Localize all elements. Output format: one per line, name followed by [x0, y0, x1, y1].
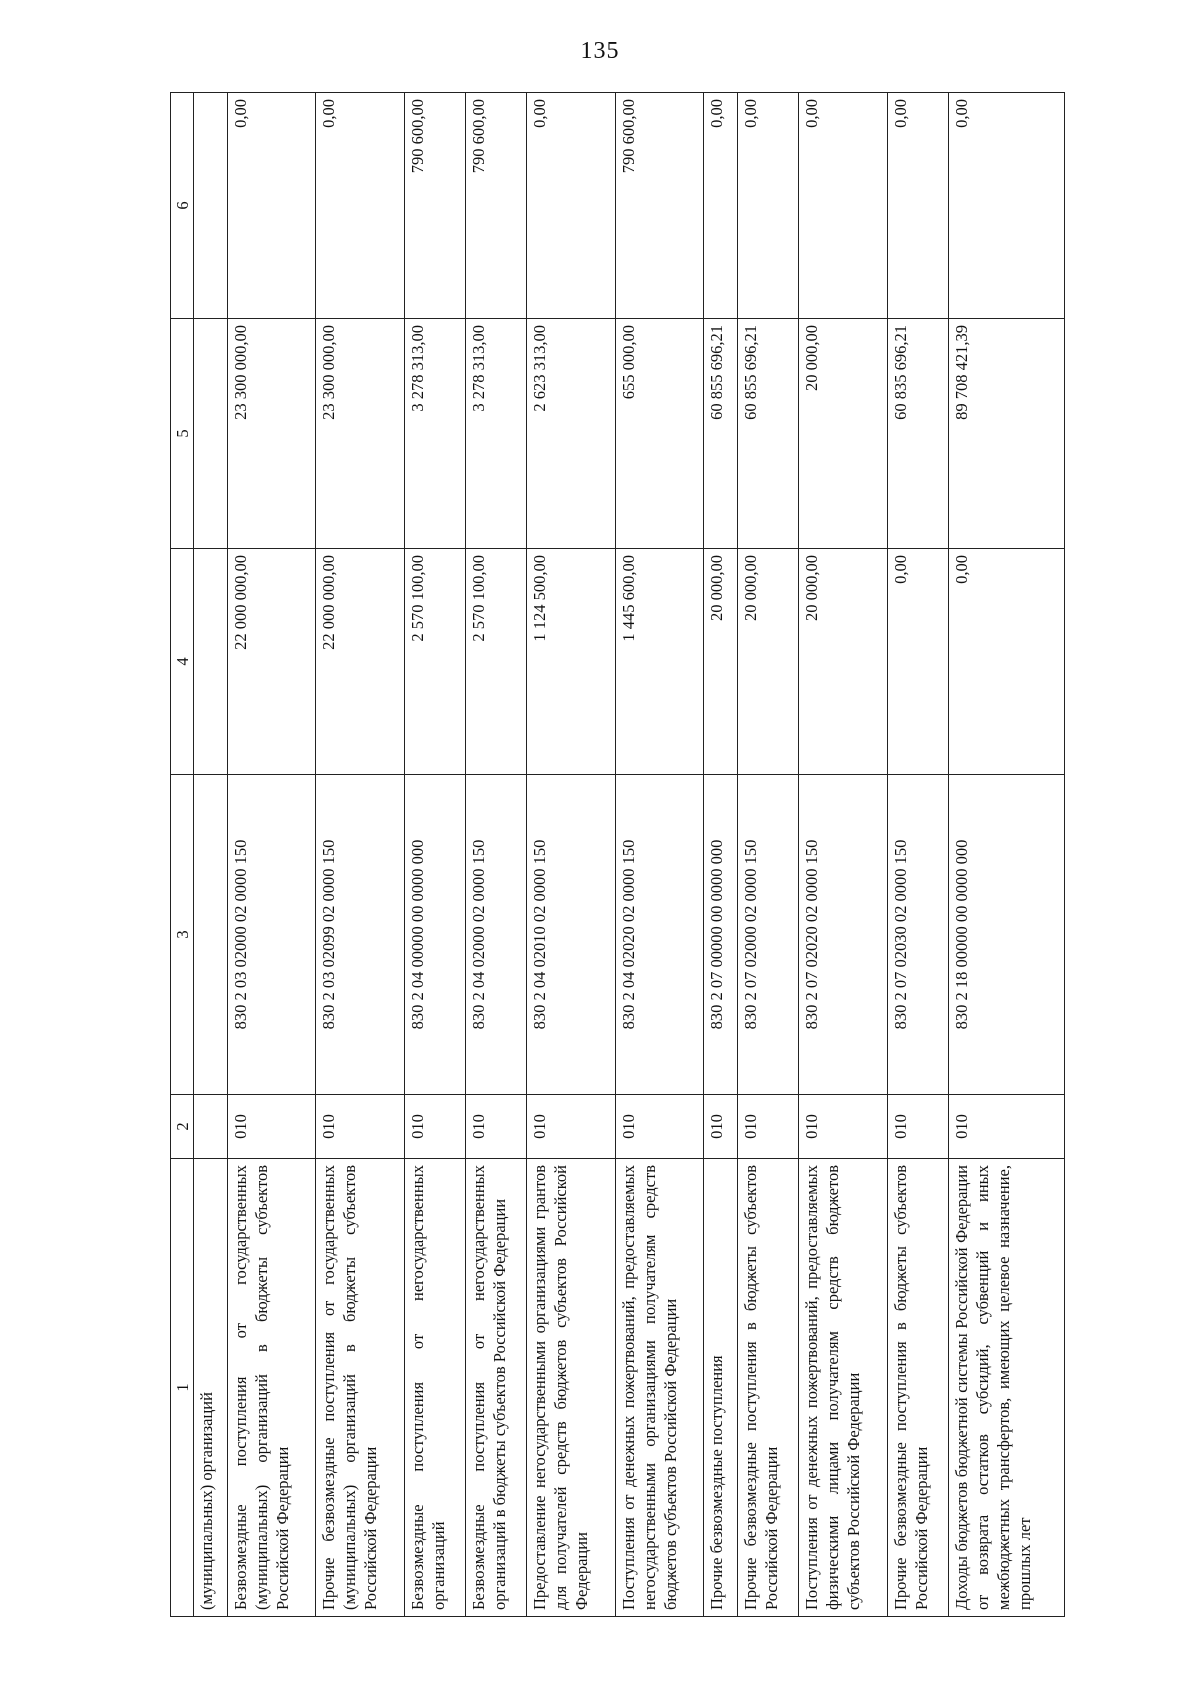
row-code — [194, 1095, 228, 1159]
row-value-5: 60 835 696,21 — [887, 319, 948, 549]
table-header-row — [171, 93, 194, 1617]
row-name: Прочие безвозмездные поступления — [704, 1159, 738, 1617]
row-value-6: 0,00 — [738, 93, 799, 319]
row-name: Безвозмездные поступления от негосударственных организаций — [404, 1159, 465, 1617]
row-value-4: 1 445 600,00 — [615, 549, 704, 775]
table-row — [316, 93, 405, 1617]
row-kbk — [194, 775, 228, 1095]
header-col-3: 3 — [171, 775, 194, 1095]
table-row — [799, 93, 888, 1617]
row-value-4: 20 000,00 — [738, 549, 799, 775]
row-value-6: 0,00 — [316, 93, 405, 319]
row-kbk: 830 2 07 02020 02 0000 150 — [799, 775, 888, 1095]
row-value-5: 23 300 000,00 — [316, 319, 405, 549]
row-value-6: 0,00 — [527, 93, 616, 319]
row-name: Прочие безвозмездные поступления в бюджеты субъектов Российской Федерации — [738, 1159, 799, 1617]
row-kbk: 830 2 07 02000 02 0000 150 — [738, 775, 799, 1095]
row-code: 010 — [799, 1095, 888, 1159]
row-value-4: 0,00 — [949, 549, 1065, 775]
row-value-4: 20 000,00 — [799, 549, 888, 775]
row-kbk: 830 2 07 02030 02 0000 150 — [887, 775, 948, 1095]
row-kbk: 830 2 03 02000 02 0000 150 — [227, 775, 316, 1095]
row-kbk: 830 2 18 00000 00 0000 000 — [949, 775, 1065, 1095]
header-col-5: 5 — [171, 319, 194, 549]
row-code: 010 — [615, 1095, 704, 1159]
row-value-5: 23 300 000,00 — [227, 319, 316, 549]
row-value-5 — [194, 319, 228, 549]
table-row — [887, 93, 948, 1617]
table-row — [615, 93, 704, 1617]
row-value-4 — [194, 549, 228, 775]
row-name: Доходы бюджетов бюджетной системы Российской Федерации от возврата остатков субсидий, субвенций и иных межбюджетных трансфертов, имеющих целевое назначение, прошлых лет — [949, 1159, 1065, 1617]
row-value-6: 0,00 — [227, 93, 316, 319]
revenue-table — [170, 92, 1065, 1617]
header-col-6: 6 — [171, 93, 194, 319]
table-row — [194, 93, 228, 1617]
row-code: 010 — [738, 1095, 799, 1159]
row-name: Поступления от денежных пожертвований, предоставляемых физическими лицами получателям средств бюджетов субъектов Российской Федерации — [799, 1159, 888, 1617]
row-value-5: 20 000,00 — [799, 319, 888, 549]
row-kbk: 830 2 04 00000 00 0000 000 — [404, 775, 465, 1095]
row-value-6: 790 600,00 — [404, 93, 465, 319]
row-value-5: 655 000,00 — [615, 319, 704, 549]
row-name: Прочие безвозмездные поступления от государственных (муниципальных) организаций в бюджеты субъектов Российской Федерации — [316, 1159, 405, 1617]
row-name: Безвозмездные поступления от негосударственных организаций в бюджеты субъектов Российской Федерации — [466, 1159, 527, 1617]
row-kbk: 830 2 03 02099 02 0000 150 — [316, 775, 405, 1095]
row-code: 010 — [227, 1095, 316, 1159]
row-name: (муниципальных) организаций — [194, 1159, 228, 1617]
row-code: 010 — [404, 1095, 465, 1159]
row-value-6: 0,00 — [887, 93, 948, 319]
row-value-4: 1 124 500,00 — [527, 549, 616, 775]
row-kbk: 830 2 07 00000 00 0000 000 — [704, 775, 738, 1095]
row-value-5: 60 855 696,21 — [704, 319, 738, 549]
row-value-5: 3 278 313,00 — [466, 319, 527, 549]
table-row — [466, 93, 527, 1617]
row-value-6 — [194, 93, 228, 319]
row-value-5: 89 708 421,39 — [949, 319, 1065, 549]
row-name: Поступления от денежных пожертвований, предоставляемых негосударственными организациями получателям средств бюджетов субъектов Российской Федерации — [615, 1159, 704, 1617]
header-col-4: 4 — [171, 549, 194, 775]
row-code: 010 — [949, 1095, 1065, 1159]
row-value-4: 20 000,00 — [704, 549, 738, 775]
header-col-1: 1 — [171, 1159, 194, 1617]
row-value-5: 2 623 313,00 — [527, 319, 616, 549]
row-kbk: 830 2 04 02010 02 0000 150 — [527, 775, 616, 1095]
row-name: Прочие безвозмездные поступления в бюджеты субъектов Российской Федерации — [887, 1159, 948, 1617]
row-code: 010 — [704, 1095, 738, 1159]
page-number: 135 — [580, 38, 620, 64]
table-row — [949, 93, 1065, 1617]
row-value-6: 0,00 — [949, 93, 1065, 319]
row-name: Предоставление негосударственными организациями грантов для получателей средств бюджетов субъектов Российской Федерации — [527, 1159, 616, 1617]
row-value-4: 2 570 100,00 — [404, 549, 465, 775]
row-value-6: 0,00 — [799, 93, 888, 319]
row-value-4: 22 000 000,00 — [316, 549, 405, 775]
row-code: 010 — [316, 1095, 405, 1159]
row-code: 010 — [887, 1095, 948, 1159]
table-row — [227, 93, 316, 1617]
row-value-6: 790 600,00 — [615, 93, 704, 319]
table-row — [738, 93, 799, 1617]
row-value-5: 3 278 313,00 — [404, 319, 465, 549]
row-value-4: 2 570 100,00 — [466, 549, 527, 775]
row-value-4: 0,00 — [887, 549, 948, 775]
rotated-table-container — [170, 93, 1065, 1617]
header-col-2: 2 — [171, 1095, 194, 1159]
row-kbk: 830 2 04 02020 02 0000 150 — [615, 775, 704, 1095]
row-value-6: 0,00 — [704, 93, 738, 319]
row-name: Безвозмездные поступления от государственных (муниципальных) организаций в бюджеты субъектов Российской Федерации — [227, 1159, 316, 1617]
row-value-4: 22 000 000,00 — [227, 549, 316, 775]
row-kbk: 830 2 04 02000 02 0000 150 — [466, 775, 527, 1095]
row-code: 010 — [466, 1095, 527, 1159]
row-value-6: 790 600,00 — [466, 93, 527, 319]
row-value-5: 60 855 696,21 — [738, 319, 799, 549]
table-row — [704, 93, 738, 1617]
row-code: 010 — [527, 1095, 616, 1159]
table-row — [404, 93, 465, 1617]
table-row — [527, 93, 616, 1617]
